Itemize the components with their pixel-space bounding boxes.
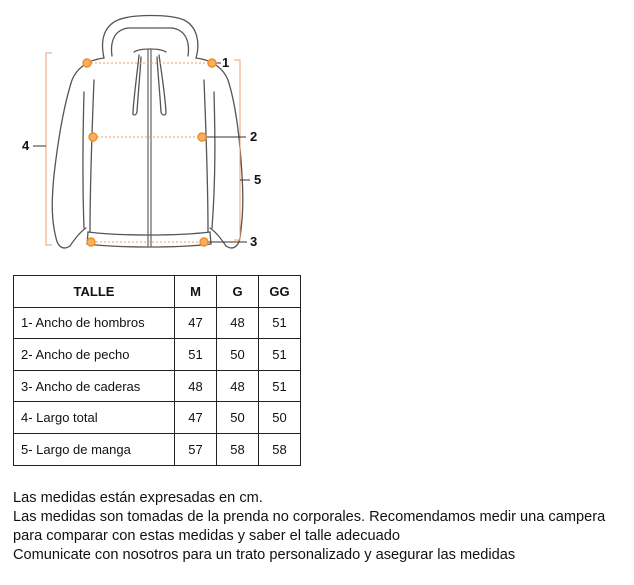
header-talle: TALLE <box>14 276 175 308</box>
header-size-g: G <box>217 276 259 308</box>
row-label: 4- Largo total <box>14 402 175 434</box>
cell-m: 51 <box>175 339 217 371</box>
diagram-label-5: 5 <box>254 172 262 187</box>
table-row <box>14 433 301 465</box>
cell-gg: 50 <box>259 402 301 434</box>
note-measuring-line-2: para comparar con estas medidas y saber el talle adecuado <box>13 528 400 544</box>
cell-m: 48 <box>175 370 217 402</box>
cell-gg: 58 <box>259 433 301 465</box>
size-table <box>13 275 301 466</box>
note-units: Las medidas están expresadas en cm. <box>13 490 263 506</box>
cell-g: 48 <box>217 370 259 402</box>
cell-m: 47 <box>175 402 217 434</box>
point-chest-right <box>198 133 206 141</box>
cell-m: 47 <box>175 307 217 339</box>
table-header-row <box>14 276 301 308</box>
point-hip-left <box>87 238 95 246</box>
size-notes <box>13 489 628 565</box>
table-row <box>14 370 301 402</box>
table-row <box>14 402 301 434</box>
cell-m: 57 <box>175 433 217 465</box>
bracket-sleeve-length <box>234 60 240 240</box>
bracket-total-length <box>46 53 52 245</box>
measurement-points <box>83 59 216 246</box>
hoodie-measurement-diagram <box>0 0 300 270</box>
cell-gg: 51 <box>259 370 301 402</box>
table-row <box>14 307 301 339</box>
point-chest-left <box>89 133 97 141</box>
diagram-label-3: 3 <box>250 234 258 249</box>
point-hip-right <box>200 238 208 246</box>
cell-g: 48 <box>217 307 259 339</box>
measurement-guides <box>87 63 211 242</box>
range-brackets <box>46 53 240 245</box>
diagram-label-2: 2 <box>250 129 258 144</box>
point-shoulder-right <box>208 59 216 67</box>
row-label: 5- Largo de manga <box>14 433 175 465</box>
header-size-m: M <box>175 276 217 308</box>
hoodie-outline <box>52 16 243 248</box>
leader-lines <box>33 63 250 242</box>
cell-g: 50 <box>217 339 259 371</box>
cell-gg: 51 <box>259 339 301 371</box>
table-row <box>14 339 301 371</box>
cell-g: 50 <box>217 402 259 434</box>
header-size-gg: GG <box>259 276 301 308</box>
note-contact: Comunicate con nosotros para un trato personalizado y asegurar las medidas <box>13 547 516 563</box>
cell-gg: 51 <box>259 307 301 339</box>
row-label: 3- Ancho de caderas <box>14 370 175 402</box>
row-label: 2- Ancho de pecho <box>14 339 175 371</box>
cell-g: 58 <box>217 433 259 465</box>
point-shoulder-left <box>83 59 91 67</box>
diagram-label-1: 1 <box>222 55 230 70</box>
diagram-label-4: 4 <box>22 138 30 153</box>
row-label: 1- Ancho de hombros <box>14 307 175 339</box>
note-measuring-line-1: Las medidas son tomadas de la prenda no corporales. Recomendamos medir una campera <box>13 509 606 525</box>
